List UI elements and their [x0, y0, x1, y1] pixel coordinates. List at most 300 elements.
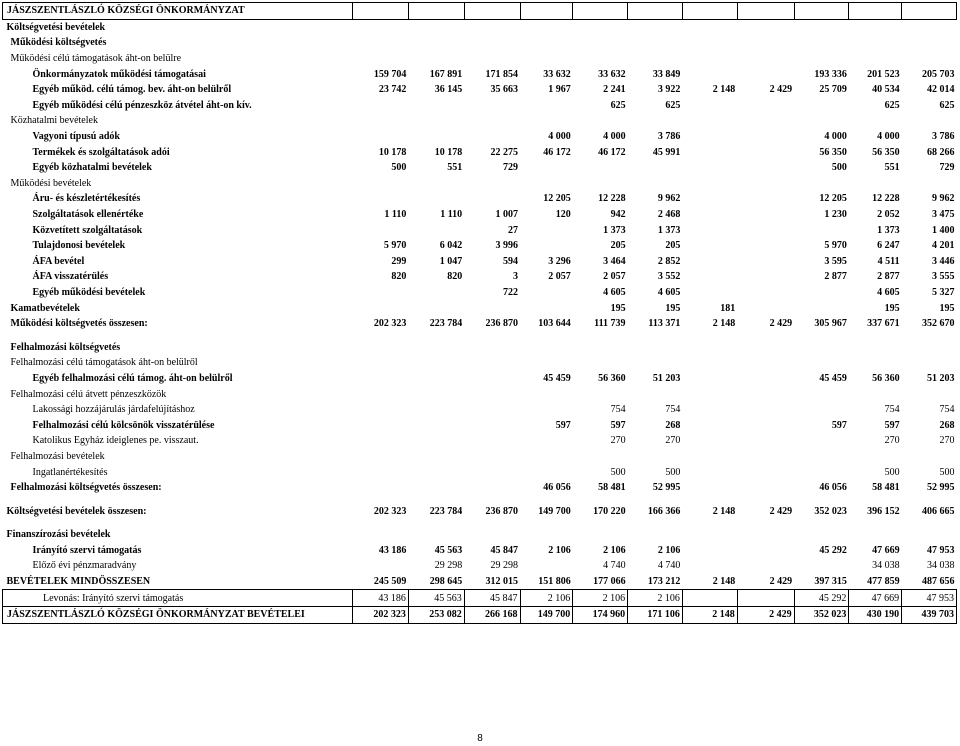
value-cell: 223 784	[429, 505, 463, 517]
value-cell	[520, 464, 573, 480]
value-cell: 754	[939, 404, 955, 416]
value-cell	[408, 417, 464, 433]
value-cell	[737, 433, 794, 449]
value-cell: 352 023	[794, 606, 849, 623]
value-cell	[520, 98, 573, 114]
value-cell: 2 852	[657, 255, 681, 267]
value-cell	[408, 176, 464, 192]
row-label: Felhalmozási bevételek	[10, 450, 105, 462]
table-row	[3, 574, 957, 590]
value-cell: 33 849	[652, 68, 681, 80]
value-cell	[737, 191, 794, 207]
value-cell	[682, 254, 737, 270]
value-cell	[408, 300, 464, 316]
value-cell: 120	[555, 209, 571, 221]
value-cell	[682, 449, 737, 465]
value-cell	[464, 51, 520, 67]
value-cell	[573, 51, 628, 67]
value-cell	[352, 527, 408, 543]
value-cell	[464, 191, 520, 207]
value-cell	[352, 3, 408, 20]
value-cell	[352, 558, 408, 574]
spacer-row	[3, 331, 957, 339]
value-cell: 149 700	[520, 606, 573, 623]
value-cell	[682, 417, 737, 433]
value-cell: 33 632	[598, 68, 626, 80]
value-cell: 722	[503, 286, 519, 298]
value-cell	[902, 3, 957, 20]
value-cell	[408, 35, 464, 51]
value-cell	[682, 3, 737, 20]
value-cell	[520, 35, 573, 51]
value-cell: 4 605	[657, 286, 681, 298]
value-cell	[794, 176, 849, 192]
value-cell	[902, 527, 957, 543]
value-cell	[737, 285, 794, 301]
value-cell	[737, 371, 794, 387]
value-cell	[682, 98, 737, 114]
value-cell	[628, 527, 683, 543]
value-cell: 2 148	[712, 318, 736, 330]
value-cell	[849, 527, 902, 543]
value-cell	[737, 3, 794, 20]
value-cell: 10 178	[434, 146, 463, 158]
value-cell	[520, 433, 573, 449]
value-cell: 193 336	[814, 68, 847, 80]
value-cell	[352, 355, 408, 371]
row-label: JÁSZSZENTLÁSZLÓ KÖZSÉGI ÖNKORMÁNYZAT	[3, 3, 353, 20]
value-cell	[352, 191, 408, 207]
value-cell: 305 967	[814, 318, 847, 330]
value-cell	[352, 339, 408, 355]
value-cell: 205 703	[922, 68, 955, 80]
value-cell	[794, 35, 849, 51]
value-cell	[737, 300, 794, 316]
value-cell	[408, 113, 464, 129]
value-cell	[902, 51, 957, 67]
value-cell	[408, 480, 464, 496]
value-cell: 29 298	[490, 560, 519, 572]
value-cell: 268	[665, 419, 681, 431]
value-cell: 2 429	[769, 318, 793, 330]
value-cell	[352, 371, 408, 387]
value-cell	[794, 449, 849, 465]
value-cell: 268	[939, 419, 955, 431]
value-cell: 266 168	[464, 606, 520, 623]
value-cell	[682, 129, 737, 145]
value-cell	[849, 449, 902, 465]
value-cell: 9 962	[932, 193, 955, 205]
value-cell	[628, 51, 683, 67]
row-label: Költségvetési bevételek összesen:	[6, 505, 147, 517]
table-row	[3, 82, 957, 98]
value-cell	[849, 339, 902, 355]
table-row	[3, 98, 957, 114]
value-cell: 3 296	[548, 255, 571, 267]
value-cell: 1 373	[657, 224, 681, 236]
value-cell: 1 007	[495, 209, 519, 221]
value-cell	[902, 113, 957, 129]
value-cell	[352, 300, 408, 316]
table-row	[3, 371, 957, 387]
table-row	[3, 207, 957, 223]
value-cell: 5 970	[824, 240, 847, 252]
value-cell: 56 360	[598, 372, 626, 384]
value-cell	[682, 269, 737, 285]
value-cell	[520, 3, 573, 20]
value-cell	[682, 51, 737, 67]
value-cell	[682, 527, 737, 543]
value-cell: 151 806	[538, 576, 571, 588]
table-row	[3, 3, 957, 20]
value-cell: 6 042	[439, 240, 463, 252]
value-cell	[794, 402, 849, 418]
value-cell	[737, 402, 794, 418]
row-label: Ingatlanértékesítés	[32, 466, 108, 478]
value-cell: 29 298	[434, 560, 463, 572]
value-cell: 236 870	[485, 318, 519, 330]
table-row	[3, 19, 957, 35]
value-cell	[682, 191, 737, 207]
value-cell: 56 350	[872, 146, 900, 158]
table-row	[3, 355, 957, 371]
row-label: Felhalmozási költségvetés összesen:	[10, 482, 162, 494]
value-cell	[464, 129, 520, 145]
value-cell	[682, 113, 737, 129]
value-cell: 2 106	[573, 590, 628, 607]
value-cell: 1 047	[439, 255, 463, 267]
row-label: Egyéb felhalmozási célú támog. áht-on belülről	[32, 372, 233, 384]
value-cell: 51 203	[927, 372, 955, 384]
value-cell: 2 429	[769, 505, 793, 517]
value-cell: 33 632	[543, 68, 571, 80]
row-label: Egyéb működési célú pénzeszköz átvétel áht-on kív.	[32, 99, 252, 111]
value-cell	[464, 527, 520, 543]
value-cell	[628, 19, 683, 35]
value-cell: 22 275	[490, 146, 519, 158]
value-cell	[464, 449, 520, 465]
value-cell	[408, 129, 464, 145]
page-number: 8	[477, 733, 483, 744]
value-cell: 40 534	[872, 84, 900, 96]
value-cell	[573, 355, 628, 371]
value-cell: 500	[665, 466, 681, 478]
row-label: Finanszírozási bevételek	[6, 529, 111, 541]
value-cell	[737, 449, 794, 465]
value-cell: 12 205	[543, 193, 571, 205]
value-cell	[794, 51, 849, 67]
value-cell: 12 228	[872, 193, 900, 205]
value-cell	[464, 417, 520, 433]
value-cell: 45 847	[464, 590, 520, 607]
value-cell: 12 205	[819, 193, 847, 205]
value-cell: 45 847	[490, 544, 519, 556]
value-cell: 58 481	[598, 482, 626, 494]
value-cell: 3 555	[932, 271, 955, 283]
row-label: Tulajdonosi bevételek	[32, 240, 126, 252]
row-label: Költségvetési bevételek	[6, 21, 106, 33]
value-cell	[682, 222, 737, 238]
value-cell	[520, 300, 573, 316]
value-cell: 111 739	[594, 318, 626, 330]
value-cell: 2 148	[682, 606, 737, 623]
value-cell	[737, 464, 794, 480]
value-cell: 5 970	[383, 240, 407, 252]
value-cell: 1 373	[603, 224, 626, 236]
value-cell: 270	[939, 435, 955, 447]
value-cell	[737, 66, 794, 82]
value-cell	[352, 433, 408, 449]
table-row	[3, 66, 957, 82]
value-cell: 9 962	[657, 193, 681, 205]
value-cell: 12 228	[598, 193, 626, 205]
value-cell	[408, 355, 464, 371]
value-cell	[464, 300, 520, 316]
table-row	[3, 113, 957, 129]
value-cell: 625	[939, 99, 955, 111]
value-cell	[573, 3, 628, 20]
value-cell	[737, 113, 794, 129]
value-cell	[520, 339, 573, 355]
value-cell	[794, 285, 849, 301]
value-cell	[464, 464, 520, 480]
value-cell	[573, 386, 628, 402]
value-cell: 270	[665, 435, 681, 447]
spacer-row	[3, 495, 957, 503]
value-cell	[737, 207, 794, 223]
table-row	[3, 300, 957, 316]
value-cell	[464, 371, 520, 387]
value-cell: 4 000	[824, 131, 847, 143]
value-cell	[794, 527, 849, 543]
table-row	[3, 35, 957, 51]
table-row	[3, 51, 957, 67]
row-label: Működési célú támogatások áht-on belülre	[10, 53, 182, 65]
value-cell: 1 400	[932, 224, 955, 236]
row-label: Levonás: Irányító szervi támogatás	[3, 590, 353, 607]
row-label: Áru- és készletértékesítés	[32, 193, 141, 205]
value-cell	[794, 3, 849, 20]
value-cell	[682, 543, 737, 559]
value-cell: 195	[610, 302, 626, 314]
value-cell	[352, 176, 408, 192]
value-cell	[902, 19, 957, 35]
value-cell: 45 459	[819, 372, 847, 384]
value-cell	[682, 480, 737, 496]
row-label: ÁFA bevétel	[32, 255, 85, 267]
row-label: Önkormányzatok működési támogatásai	[32, 68, 206, 80]
value-cell	[794, 222, 849, 238]
value-cell	[573, 19, 628, 35]
value-cell: 625	[610, 99, 626, 111]
value-cell: 942	[610, 209, 626, 221]
value-cell	[849, 3, 902, 20]
value-cell: 46 172	[598, 146, 626, 158]
value-cell: 174 960	[573, 606, 628, 623]
revenue-table	[2, 2, 957, 624]
value-cell	[573, 527, 628, 543]
value-cell	[408, 339, 464, 355]
value-cell: 149 700	[538, 505, 571, 517]
value-cell: 2 052	[877, 209, 900, 221]
table-row	[3, 129, 957, 145]
value-cell: 270	[610, 435, 626, 447]
value-cell: 195	[884, 302, 900, 314]
value-cell: 173 212	[647, 576, 681, 588]
value-cell	[408, 98, 464, 114]
value-cell	[408, 285, 464, 301]
table-row	[3, 590, 957, 607]
value-cell	[849, 19, 902, 35]
value-cell	[464, 113, 520, 129]
value-cell: 45 292	[819, 544, 847, 556]
value-cell: 58 481	[872, 482, 900, 494]
table-row	[3, 191, 957, 207]
value-cell: 4 605	[603, 286, 626, 298]
value-cell	[737, 417, 794, 433]
value-cell	[737, 19, 794, 35]
value-cell: 2 429	[769, 84, 793, 96]
value-cell	[464, 19, 520, 35]
value-cell: 4 000	[603, 131, 626, 143]
value-cell: 4 511	[877, 255, 900, 267]
value-cell: 2 148	[712, 84, 736, 96]
value-cell	[573, 339, 628, 355]
value-cell	[628, 449, 683, 465]
value-cell: 4 605	[877, 286, 900, 298]
value-cell	[682, 238, 737, 254]
value-cell	[628, 3, 683, 20]
value-cell: 177 066	[593, 576, 626, 588]
value-cell	[682, 35, 737, 51]
value-cell: 202 323	[352, 606, 408, 623]
value-cell	[520, 402, 573, 418]
value-cell	[520, 285, 573, 301]
value-cell: 1 967	[548, 84, 571, 96]
value-cell: 2 468	[657, 209, 681, 221]
value-cell	[520, 386, 573, 402]
value-cell: 43 186	[352, 590, 408, 607]
value-cell	[520, 449, 573, 465]
table-row	[3, 527, 957, 543]
value-cell	[352, 113, 408, 129]
value-cell	[682, 339, 737, 355]
value-cell: 625	[884, 99, 900, 111]
table-row	[3, 316, 957, 332]
value-cell: 3 446	[932, 255, 955, 267]
value-cell: 2 057	[548, 271, 571, 283]
row-label: Előző évi pénzmaradvány	[32, 560, 137, 572]
value-cell: 1 230	[824, 209, 847, 221]
value-cell	[737, 269, 794, 285]
row-label: Közvetített szolgáltatások	[32, 224, 143, 236]
table-row	[3, 222, 957, 238]
value-cell	[520, 238, 573, 254]
value-cell	[352, 480, 408, 496]
value-cell	[794, 113, 849, 129]
spacer-cell	[3, 519, 957, 527]
value-cell	[682, 176, 737, 192]
value-cell: 46 172	[543, 146, 571, 158]
value-cell: 270	[884, 435, 900, 447]
value-cell	[737, 35, 794, 51]
value-cell: 47 669	[872, 544, 900, 556]
value-cell	[849, 176, 902, 192]
value-cell: 2 057	[603, 271, 626, 283]
value-cell	[849, 35, 902, 51]
value-cell	[464, 402, 520, 418]
value-cell	[408, 191, 464, 207]
value-cell	[408, 51, 464, 67]
value-cell: 500	[391, 162, 407, 174]
value-cell	[520, 160, 573, 176]
value-cell	[737, 355, 794, 371]
value-cell	[682, 160, 737, 176]
value-cell	[737, 386, 794, 402]
value-cell: 45 292	[794, 590, 849, 607]
value-cell: 298 645	[429, 576, 463, 588]
value-cell	[737, 543, 794, 559]
value-cell: 236 870	[485, 505, 519, 517]
table-row	[3, 160, 957, 176]
value-cell	[520, 558, 573, 574]
value-cell	[737, 480, 794, 496]
value-cell	[682, 386, 737, 402]
value-cell	[794, 300, 849, 316]
value-cell: 2 429	[737, 606, 794, 623]
table-body	[3, 3, 957, 624]
value-cell	[902, 449, 957, 465]
row-label: Közhatalmi bevételek	[10, 115, 98, 127]
value-cell: 597	[610, 419, 626, 431]
value-cell: 159 704	[373, 68, 407, 80]
row-label: Egyéb közhatalmi bevételek	[32, 162, 152, 174]
value-cell: 10 178	[378, 146, 407, 158]
value-cell: 56 350	[819, 146, 847, 158]
value-cell: 2 877	[877, 271, 900, 283]
value-cell: 4 000	[877, 131, 900, 143]
table-row	[3, 238, 957, 254]
value-cell: 2 106	[628, 590, 683, 607]
value-cell: 46 056	[819, 482, 847, 494]
row-label: Kamatbevételek	[10, 302, 80, 314]
value-cell: 3 552	[657, 271, 681, 283]
table-row	[3, 503, 957, 519]
value-cell	[737, 558, 794, 574]
row-label: JÁSZSZENTLÁSZLÓ KÖZSÉGI ÖNKORMÁNYZAT BEVÉTELEI	[3, 606, 353, 623]
value-cell: 2 241	[603, 84, 626, 96]
value-cell	[794, 558, 849, 574]
value-cell: 729	[939, 162, 955, 174]
value-cell	[520, 176, 573, 192]
table-row	[3, 285, 957, 301]
spacer-row	[3, 519, 957, 527]
value-cell: 551	[447, 162, 463, 174]
row-label: BEVÉTELEK MINDÖSSZESEN	[6, 576, 151, 588]
value-cell	[628, 339, 683, 355]
value-cell: 167 891	[429, 68, 463, 80]
value-cell: 27	[508, 224, 519, 236]
row-label: Katolikus Egyház ideiglenes pe. visszaut.	[32, 435, 199, 447]
value-cell: 4 740	[657, 560, 681, 572]
value-cell	[352, 51, 408, 67]
value-cell: 4 201	[932, 240, 955, 252]
value-cell	[408, 386, 464, 402]
value-cell: 3 922	[657, 84, 681, 96]
value-cell	[352, 19, 408, 35]
row-label: ÁFA visszatérülés	[32, 271, 109, 283]
value-cell	[573, 160, 628, 176]
